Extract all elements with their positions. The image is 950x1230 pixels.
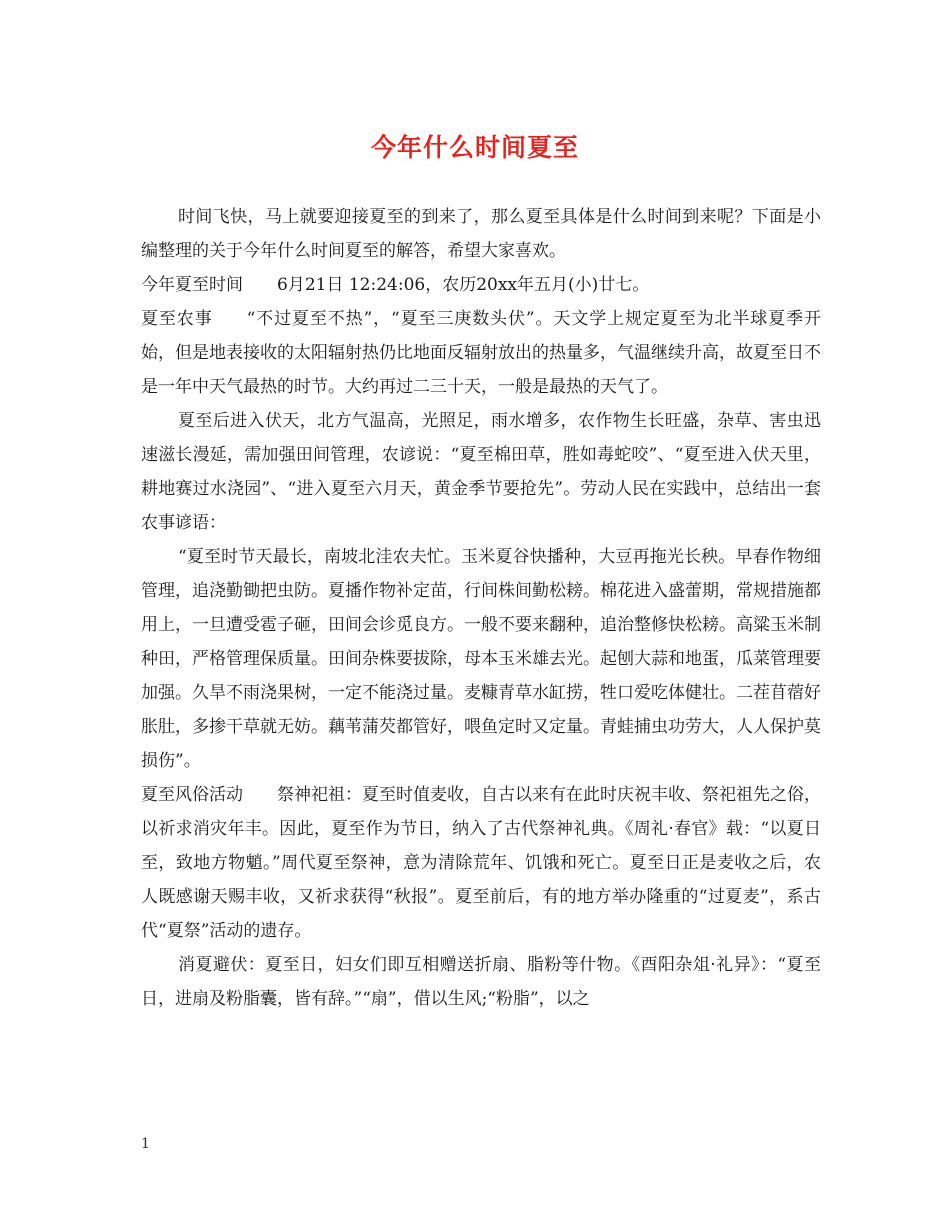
paragraph-text: 夏至后进入伏天，北方气温高，光照足，雨水增多，农作物生长旺盛，杂草、害虫迅速滋长漫延，需加强田间管理，农谚说：“夏至棉田草，胜如毒蛇咬”、“夏至进入伏天里，耕地赛过水浇园”、“进入夏至六月天，黄金季节要抢先”。劳动人民在实践中，总结出一套农事谚语： bbox=[141, 411, 821, 533]
proverb-paragraph bbox=[141, 540, 821, 778]
paragraph-text: 时间飞快，马上就要迎接夏至的到来了，那么夏至具体是什么时间到来呢？下面是小编整理的关于今年什么时间夏至的解答，希望大家喜欢。 bbox=[141, 207, 821, 261]
summer-avoidance-paragraph bbox=[141, 948, 821, 1016]
paragraph-text: 祭神祀祖：夏至时值麦收，自古以来有在此时庆祝丰收、祭祀祖先之俗，以祈求消灾年丰。因此，夏至作为节日，纳入了古代祭神礼典。《周礼·春官》载：“以夏日至，致地方物魈。”周代夏至祭神，意为清除荒年、饥饿和死亡。夏至日正是麦收之后，农人既感谢天赐丰收，又祈求获得“秋报”。夏至前后，有的地方举办隆重的“过夏麦”，系古代“夏祭”活动的遗存。 bbox=[141, 785, 821, 941]
dog-days-paragraph bbox=[141, 404, 821, 540]
document-title: 今年什么时间夏至 bbox=[370, 133, 579, 162]
farming-paragraph bbox=[141, 302, 821, 404]
section-label: 夏至农事 bbox=[141, 309, 213, 329]
paragraph-text: 6月21日 12:24:06，农历20xx年五月(小)廿七。 bbox=[277, 275, 650, 295]
customs-paragraph bbox=[141, 778, 821, 948]
solstice-time-paragraph bbox=[141, 268, 821, 302]
paragraph-text: 消夏避伏：夏至日，妇女们即互相赠送折扇、脂粉等什物。《酉阳杂俎·礼异》：“夏至日，进扇及粉脂囊，皆有辞。”“扇”，借以生风;“粉脂”，以之 bbox=[141, 955, 821, 1009]
page-number: 1 bbox=[141, 1136, 150, 1152]
section-label: 今年夏至时间 bbox=[141, 275, 243, 295]
paragraph-text: “夏至时节天最长，南坡北洼农夫忙。玉米夏谷快播种，大豆再拖光长秧。早春作物细管理，追浇勤锄把虫防。夏播作物补定苗，行间株间勤松耪。棉花进入盛蕾期，常规措施都用上，一旦遭受雹子砸，田间会诊觅良方。一般不要来翻种，追治整修快松耪。高粱玉米制种田，严格管理保质量。田间杂株要拔除，母本玉米雄去光。起刨大蒜和地蛋，瓜菜管理要加强。久旱不雨浇果树，一定不能浇过量。麦糠青草水缸捞，牲口爱吃体健壮。二茬苜蓿好胀肚，多掺干草就无妨。藕苇蒲芡都管好，喂鱼定时又定量。青蛙捕虫功劳大，人人保护莫损伤”。 bbox=[141, 547, 821, 771]
document-body bbox=[141, 200, 821, 1016]
section-label: 夏至风俗活动 bbox=[141, 785, 243, 805]
intro-paragraph bbox=[141, 200, 821, 268]
paragraph-text: “不过夏至不热”，“夏至三庚数头伏”。天文学上规定夏至为北半球夏季开始，但是地表接收的太阳辐射热仍比地面反辐射放出的热量多，气温继续升高，故夏至日不是一年中天气最热的时节。大约再过二三十天，一般是最热的天气了。 bbox=[141, 309, 821, 397]
